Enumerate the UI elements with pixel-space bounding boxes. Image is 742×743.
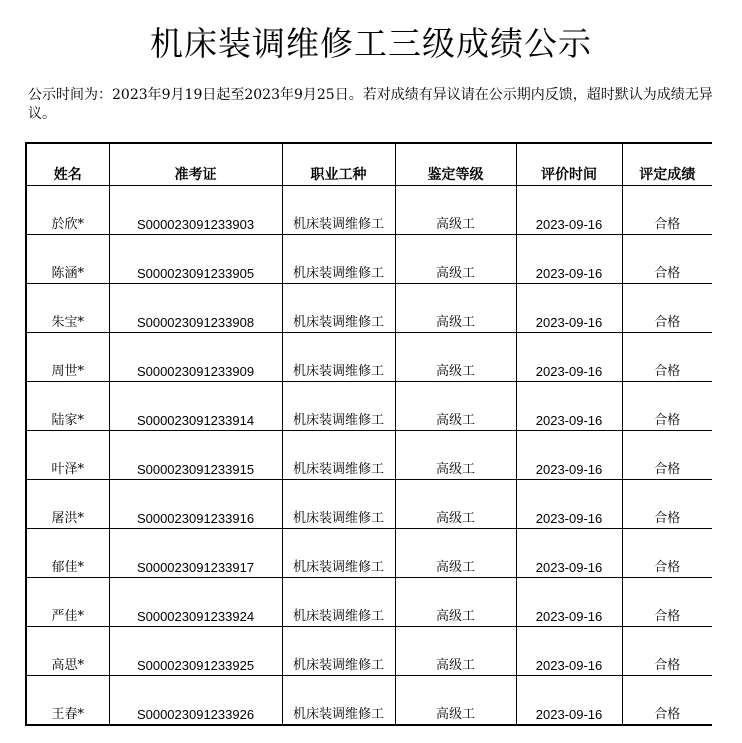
cell-occupation: 机床装调维修工 xyxy=(282,235,395,284)
table-row xyxy=(26,333,712,382)
cell-exam-id: S000023091233924 xyxy=(109,578,282,627)
cell-eval-time: 2023-09-16 xyxy=(516,431,622,480)
header-level: 鉴定等级 xyxy=(395,143,516,186)
cell-name: 高思* xyxy=(26,627,109,676)
cell-level: 高级工 xyxy=(395,578,516,627)
cell-level: 高级工 xyxy=(395,676,516,726)
results-table-container xyxy=(25,142,712,743)
table-row xyxy=(26,186,712,235)
cell-level: 高级工 xyxy=(395,627,516,676)
cell-level: 高级工 xyxy=(395,431,516,480)
cell-name: 严佳* xyxy=(26,578,109,627)
cell-result: 合格 xyxy=(622,431,712,480)
cell-eval-time: 2023-09-16 xyxy=(516,578,622,627)
header-occupation: 职业工种 xyxy=(282,143,395,186)
table-body xyxy=(26,186,712,726)
cell-eval-time: 2023-09-16 xyxy=(516,333,622,382)
table-row xyxy=(26,284,712,333)
cell-occupation: 机床装调维修工 xyxy=(282,382,395,431)
cell-name: 叶泽* xyxy=(26,431,109,480)
table-row xyxy=(26,676,712,726)
cell-name: 屠洪* xyxy=(26,480,109,529)
cell-result: 合格 xyxy=(622,480,712,529)
cell-exam-id: S000023091233925 xyxy=(109,627,282,676)
cell-name: 郁佳* xyxy=(26,529,109,578)
cell-occupation: 机床装调维修工 xyxy=(282,676,395,726)
cell-exam-id: S000023091233926 xyxy=(109,676,282,726)
cell-level: 高级工 xyxy=(395,382,516,431)
header-row xyxy=(26,143,712,186)
cell-name: 朱宝* xyxy=(26,284,109,333)
cell-level: 高级工 xyxy=(395,333,516,382)
cell-exam-id: S000023091233903 xyxy=(109,186,282,235)
cell-result: 合格 xyxy=(622,676,712,726)
page-title: 机床装调维修工三级成绩公示 xyxy=(150,24,592,63)
cell-eval-time: 2023-09-16 xyxy=(516,382,622,431)
cell-exam-id: S000023091233916 xyxy=(109,480,282,529)
table-row xyxy=(26,480,712,529)
cell-eval-time: 2023-09-16 xyxy=(516,186,622,235)
cell-occupation: 机床装调维修工 xyxy=(282,529,395,578)
cell-result: 合格 xyxy=(622,578,712,627)
header-exam-id: 准考证 xyxy=(109,143,282,186)
cell-name: 陆家* xyxy=(26,382,109,431)
header-eval-time: 评价时间 xyxy=(516,143,622,186)
cell-result: 合格 xyxy=(622,529,712,578)
cell-name: 周世* xyxy=(26,333,109,382)
cell-eval-time: 2023-09-16 xyxy=(516,676,622,726)
header-result: 评定成绩 xyxy=(622,143,712,186)
cell-eval-time: 2023-09-16 xyxy=(516,529,622,578)
table-row xyxy=(26,529,712,578)
cell-eval-time: 2023-09-16 xyxy=(516,284,622,333)
cell-exam-id: S000023091233908 xyxy=(109,284,282,333)
cell-result: 合格 xyxy=(622,186,712,235)
cell-name: 陈涵* xyxy=(26,235,109,284)
cell-occupation: 机床装调维修工 xyxy=(282,627,395,676)
table-header xyxy=(26,143,712,186)
cell-result: 合格 xyxy=(622,627,712,676)
table-row xyxy=(26,627,712,676)
cell-level: 高级工 xyxy=(395,480,516,529)
cell-exam-id: S000023091233905 xyxy=(109,235,282,284)
cell-name: 王春* xyxy=(26,676,109,726)
cell-occupation: 机床装调维修工 xyxy=(282,480,395,529)
cell-exam-id: S000023091233909 xyxy=(109,333,282,382)
cell-result: 合格 xyxy=(622,235,712,284)
results-table xyxy=(25,142,712,726)
cell-eval-time: 2023-09-16 xyxy=(516,480,622,529)
header-name: 姓名 xyxy=(26,143,109,186)
cell-eval-time: 2023-09-16 xyxy=(516,235,622,284)
cell-occupation: 机床装调维修工 xyxy=(282,284,395,333)
cell-result: 合格 xyxy=(622,382,712,431)
cell-level: 高级工 xyxy=(395,529,516,578)
table-row xyxy=(26,235,712,284)
cell-level: 高级工 xyxy=(395,235,516,284)
cell-exam-id: S000023091233914 xyxy=(109,382,282,431)
table-row xyxy=(26,382,712,431)
cell-result: 合格 xyxy=(622,333,712,382)
notice-text: 公示时间为：2023年9月19日起至2023年9月25日。若对成绩有异议请在公示期内反馈，超时默认为成绩无异议。 xyxy=(28,87,713,122)
cell-level: 高级工 xyxy=(395,186,516,235)
table-row xyxy=(26,578,712,627)
table-row xyxy=(26,431,712,480)
cell-eval-time: 2023-09-16 xyxy=(516,627,622,676)
cell-occupation: 机床装调维修工 xyxy=(282,431,395,480)
cell-occupation: 机床装调维修工 xyxy=(282,186,395,235)
cell-result: 合格 xyxy=(622,284,712,333)
cell-exam-id: S000023091233917 xyxy=(109,529,282,578)
cell-occupation: 机床装调维修工 xyxy=(282,578,395,627)
cell-occupation: 机床装调维修工 xyxy=(282,333,395,382)
cell-level: 高级工 xyxy=(395,284,516,333)
cell-name: 於欣* xyxy=(26,186,109,235)
cell-exam-id: S000023091233915 xyxy=(109,431,282,480)
